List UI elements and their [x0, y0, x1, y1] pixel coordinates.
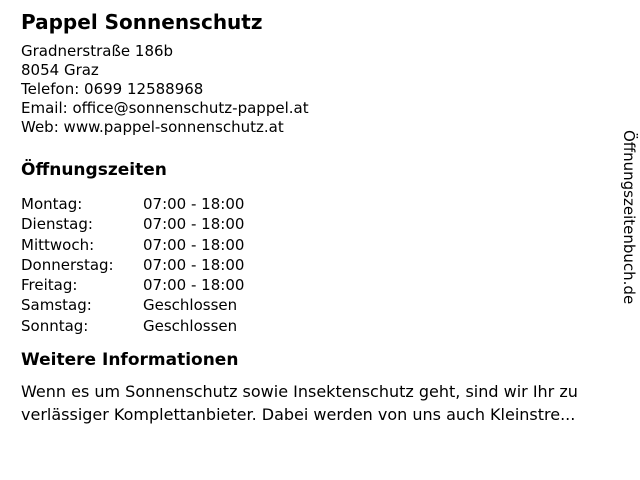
web-address: www.pappel-sonnenschutz.at: [63, 118, 284, 136]
hours-row-sunday: [21, 316, 640, 336]
phone-line: [21, 80, 640, 99]
hours-day-label: Dienstag:: [21, 215, 93, 234]
opening-hours-heading: Öffnungszeiten: [21, 160, 167, 180]
hours-time-value: 07:00 - 18:00: [143, 235, 245, 254]
hours-row-friday: [21, 275, 640, 295]
description-paragraph: [21, 381, 640, 426]
page-title: Pappel Sonnenschutz: [21, 10, 263, 34]
hours-day-label: Sonntag:: [21, 316, 89, 335]
hours-day-label: Samstag:: [21, 296, 92, 315]
hours-row-wednesday: [21, 235, 640, 255]
description-line: verlässiger Komplettanbieter. Dabei werden von uns auch Kleinstre...: [21, 404, 576, 424]
phone-label: Telefon:: [21, 80, 80, 98]
description-line: Wenn es um Sonnenschutz sowie Insektenschutz geht, sind wir Ihr zu: [21, 382, 578, 402]
address-city: 8054 Graz: [21, 61, 99, 79]
hours-time-value: 07:00 - 18:00: [143, 215, 245, 234]
phone-number: 0699 12588968: [84, 80, 204, 98]
email-line: [21, 99, 640, 118]
hours-row-tuesday: [21, 214, 640, 234]
address-street: Gradnerstraße 186b: [21, 42, 174, 60]
site-brand-vertical-text: Öffnungszeitenbuch.de: [620, 130, 638, 305]
web-label: Web:: [21, 118, 59, 136]
hours-time-value: Geschlossen: [143, 296, 238, 315]
email-address: office@sonnenschutz-pappel.at: [72, 99, 309, 117]
contact-block: [21, 42, 640, 137]
email-label: Email:: [21, 99, 68, 117]
hours-day-label: Donnerstag:: [21, 255, 114, 274]
hours-row-saturday: [21, 295, 640, 315]
hours-time-value: Geschlossen: [143, 316, 238, 335]
opening-hours-table: [21, 194, 640, 336]
hours-row-thursday: [21, 255, 640, 275]
hours-day-label: Mittwoch:: [21, 235, 95, 254]
web-line: [21, 118, 640, 137]
hours-time-value: 07:00 - 18:00: [143, 255, 245, 274]
more-info-heading: Weitere Informationen: [21, 350, 239, 371]
hours-row-monday: [21, 194, 640, 214]
hours-time-value: 07:00 - 18:00: [143, 195, 245, 213]
hours-day-label: Freitag:: [21, 276, 78, 295]
hours-time-value: 07:00 - 18:00: [143, 276, 245, 295]
hours-day-label: Montag:: [21, 195, 83, 213]
